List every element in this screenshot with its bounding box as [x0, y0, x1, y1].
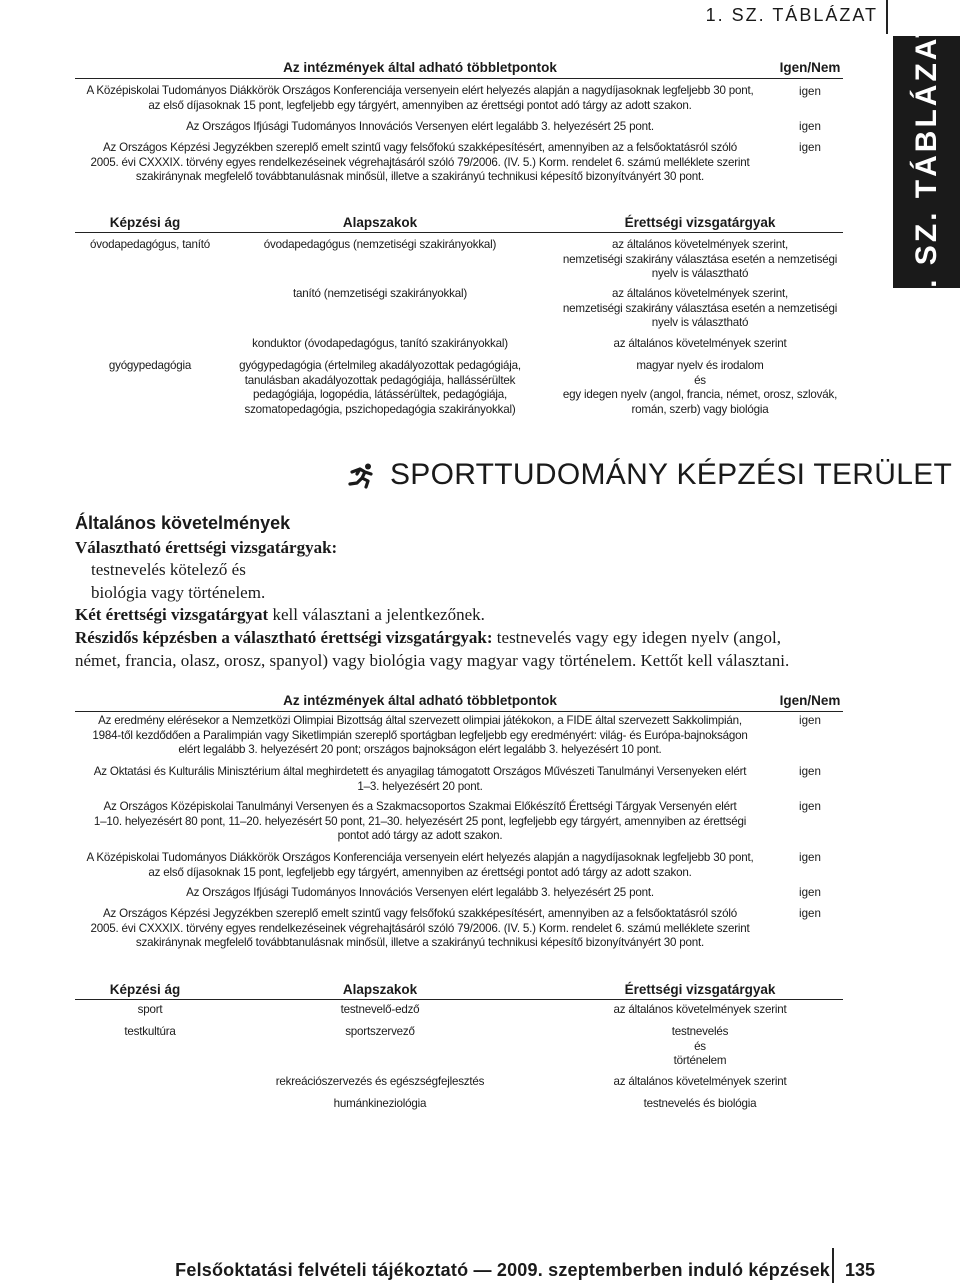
table4-row-4-subjects [540, 1097, 860, 1112]
table1-row-3-value: igen [799, 141, 821, 154]
table2-row-3-major-line-1: konduktor (óvodapedagógus, tanító szakirányokkal) [252, 337, 508, 350]
table1-row-3 [50, 141, 790, 185]
table2-row-4-subjects [540, 359, 860, 417]
table2-row-3-major [235, 337, 525, 352]
side-tab-label: 1. SZ. TÁBLÁZAT [909, 16, 943, 308]
page-number: 135 [845, 1260, 876, 1280]
table1-row-2 [50, 120, 790, 135]
footer-divider [832, 1248, 834, 1283]
table4-row-1-branch: sport [137, 1003, 163, 1016]
table3-row-6-line-3: szakiránynak megfelelő továbbtanulásnak minősül, illetve a szakirányú technikusi képesítő bizonyítványért 30 pont. [135, 936, 705, 949]
table3-row-4-line-2: az első díjasoknak 15 pont, legfeljebb egy tárgyért, amennyiben az érettségi pontot adó tárgy az adott szakon. [148, 865, 692, 879]
table4-row-2-subjects [540, 1025, 860, 1069]
table2-header-subjects: Érettségi vizsgatárgyak [624, 215, 776, 230]
table2-row-3-subjects-line-1: az általános követelmények szerint [613, 337, 787, 350]
table3-row-1-value: igen [799, 714, 821, 727]
table1-row-2-value: igen [799, 120, 821, 133]
table2-row-4-major-line-1: gyógypedagógia (értelmileg akadályozottak pedagógiája, [239, 359, 521, 372]
table2-header-branch: Képzési ág [109, 215, 181, 230]
table2-row-4-subjects-line-1: magyar nyelv és irodalom [636, 359, 764, 372]
table4-row-1-subjects-line-1: az általános követelmények szerint [613, 1003, 787, 1016]
table2-row-2-subjects-line-1: az általános követelmények szerint, [611, 287, 788, 300]
requirements-line-1: testnevelés kötelező és [91, 560, 246, 579]
table4-row-2-subjects-line-1: testnevelés [671, 1025, 729, 1038]
table3-row-3-line-2: 1–10. helyezésért 80 pont, 11–20. helyezésért 50 pont, 21–30. helyezésért 25 pont, legfeljebb egy tárgyért, amennyiben az érettségi [93, 814, 747, 828]
table1-row-1-value: igen [799, 85, 821, 98]
requirements-part-bold: Részidős képzésben a választható érettségi vizsgatárgyak: [75, 628, 493, 647]
table2-row-4-major-line-4: szomatopedagógia, pszichopedagógia szakirányokkal) [244, 402, 516, 416]
table4-row-2-subjects-line-2: és [694, 1039, 706, 1053]
table2-row-2-subjects-line-3: nyelv is választható [651, 316, 749, 329]
table2-row-4-subjects-line-3: egy idegen nyelv (angol, francia, német, orosz, szlovák, [562, 388, 838, 401]
table3-row-5-line-1: Az Országos Ifjúsági Tudományos Innovációs Versenyen elért legalább 3. helyezésért 25 pont. [186, 886, 654, 899]
table3-header-rule [75, 711, 843, 712]
table2-header-majors: Alapszakok [342, 215, 418, 230]
running-figure-icon [346, 463, 376, 496]
page-header [0, 0, 888, 34]
table2-row-4-subjects-line-4: román, szerb) vagy biológia [631, 402, 769, 416]
table1-row-2-line-1: Az Országos Ifjúsági Tudományos Innovációs Versenyen elért legalább 3. helyezésért 25 pont. [186, 120, 654, 133]
table2-row-1-subjects [540, 238, 860, 282]
table2-row-3-subjects [540, 337, 860, 352]
table3-row-2 [50, 765, 790, 794]
table2-row-2-major-line-1: tanító (nemzetiségi szakirányokkal) [292, 287, 468, 300]
table1-row-3-line-2: 2005. évi CXXXIX. törvény egyes rendelkezéseinek végrehajtásáról szóló 79/2006. (IV. 5.) Korm. rendelet 6. számú melléklete szerint [90, 155, 750, 169]
footer-text: Felsőoktatási felvételi tájékoztató — 2009. szeptemberben induló képzések [175, 1260, 830, 1280]
side-tab [893, 16, 960, 308]
table4-header-majors: Alapszakok [342, 982, 418, 997]
table4-header-branch: Képzési ág [109, 982, 181, 997]
table1-header-rule [75, 78, 843, 79]
requirements-part-rest-1: testnevelés vagy egy idegen nyelv (angol, [492, 628, 781, 647]
table4-header-subjects: Érettségi vizsgatárgyak [624, 982, 776, 997]
table4-row-3-subjects [540, 1075, 860, 1090]
table3-row-3 [50, 800, 790, 844]
table3-header-left: Az intézmények által adható többletpontok [283, 693, 557, 708]
table2-row-1-subjects-line-1: az általános követelmények szerint, [611, 238, 788, 251]
table3-row-5 [50, 886, 790, 901]
requirements-line-2: biológia vagy történelem. [91, 583, 266, 602]
table2-row-1-branch: óvodapedagógus, tanító [89, 238, 211, 251]
table1-header-left: Az intézmények által adható többletpontok [283, 60, 557, 75]
table2-row-4-subjects-line-2: és [694, 373, 706, 387]
table3-row-1 [50, 714, 790, 758]
table3-row-6-line-2: 2005. évi CXXXIX. törvény egyes rendelkezéseinek végrehajtásáról szóló 79/2006. (IV. 5.) Korm. rendelet 6. számú melléklete szerint [90, 921, 750, 935]
table4-row-2-major: sportszervező [345, 1025, 415, 1038]
table1-row-3-line-3: szakiránynak megfelelő továbbtanulásnak minősül, illetve a szakirányú technikusi képesítő bizonyítványért 30 pont. [135, 170, 705, 183]
table3-row-2-value: igen [799, 765, 821, 778]
table3-row-6 [50, 907, 790, 951]
table4-row-2-branch: testkultúra [124, 1025, 176, 1038]
table4-row-1-major: testnevelő-edző [340, 1003, 420, 1016]
table2-row-1-major-line-1: óvodapedagógus (nemzetiségi szakirányokkal) [263, 238, 497, 251]
table3-row-2-line-1: Az Oktatási és Kulturális Minisztérium által meghirdetett és anyagilag támogatott Országos Művészeti Tanulmányi Versenyeken elért [93, 765, 747, 778]
table1-row-1-line-2: az első díjasoknak 15 pont, legfeljebb egy tárgyért, amennyiben az érettségi pontot adó tárgy az adott szakon. [148, 98, 692, 112]
table3-row-5-value: igen [799, 886, 821, 899]
table2-row-1-major [235, 238, 525, 253]
requirements-choosable-label: Választható érettségi vizsgatárgyak: [75, 538, 338, 557]
table4-row-1-subjects [540, 1003, 860, 1018]
section-title: SPORTTUDOMÁNY KÉPZÉSI TERÜLET [390, 458, 953, 491]
table3-row-3-line-3: pontot adó tárgy az adott szakon. [337, 829, 503, 842]
table3-row-6-value: igen [799, 907, 821, 920]
table2-row-1-subjects-line-3: nyelv is választható [651, 267, 749, 280]
requirements-two-subjects [75, 604, 485, 625]
requirements-two-bold: Két érettségi vizsgatárgyat [75, 605, 269, 624]
table2-row-4-branch: gyógypedagógia [108, 359, 192, 372]
table4-row-4-major: humánkineziológia [333, 1097, 427, 1110]
table4-row-3-major: rekreációszervezés és egészségfejlesztés [275, 1075, 485, 1088]
table1-row-1-line-1: A Középiskolai Tudományos Diákkörök Országos Konferenciája versenyein elért helyezés alapján a nagydíjasoknak legfeljebb 30 pont, [86, 84, 754, 97]
table2-row-2-subjects-line-2: nemzetiségi szakirány választása esetén a nemzetiségi [562, 301, 838, 315]
requirements-part-time-line-2: német, francia, olasz, orosz, spanyol) vagy biológia vagy magyar vagy történelem. Kettőt kell választani. [75, 651, 790, 670]
table2-row-4-major-line-3: pedagógiája, logopédia, látássérültek, pedagógiája, [252, 388, 508, 401]
requirements-two-rest: kell választani a jelentkezőnek. [268, 605, 485, 624]
table2-header-rule [75, 232, 843, 233]
requirements-heading: Általános követelmények [75, 513, 291, 533]
page-header-title: 1. SZ. TÁBLÁZAT [705, 5, 878, 25]
table4-header-rule [75, 999, 843, 1000]
table3-row-3-line-1: Az Országos Középiskolai Tanulmányi Versenyen és a Szakmacsoportos Szakmai Előkészítő Érettségi Tárgyak Versenyén elért [103, 800, 737, 813]
table3-row-4-line-1: A Középiskolai Tudományos Diákkörök Országos Konferenciája versenyein elért helyezés alapján a nagydíjasoknak legfeljebb 30 pont, [86, 851, 754, 864]
table3-row-4 [50, 851, 790, 880]
table4-row-4-subjects-line-1: testnevelés és biológia [643, 1097, 757, 1110]
table3-row-1-line-1: Az eredmény elérésekor a Nemzetközi Olimpiai Bizottság által szervezett olimpiai játékokon, a FIDE által szervezett Sakkolimpián, [98, 714, 742, 727]
table1-header-right: Igen/Nem [779, 60, 841, 75]
table3-row-6-line-1: Az Országos Képzési Jegyzékben szereplő emelt szintű vagy felsőfokú szakképesítésért, amennyiben az a felsőoktatásról szóló [102, 907, 737, 920]
table3-row-3-value: igen [799, 800, 821, 813]
requirements-part-time [75, 627, 875, 648]
table2-row-1-subjects-line-2: nemzetiségi szakirány választása esetén a nemzetiségi [562, 252, 838, 266]
table4-row-3-subjects-line-1: az általános követelmények szerint [613, 1075, 787, 1088]
table4-row-2-subjects-line-3: történelem [673, 1054, 727, 1067]
page-footer [0, 1248, 960, 1283]
table3-row-4-value: igen [799, 851, 821, 864]
table2-row-2-subjects [540, 287, 860, 331]
table2-row-4-major [220, 359, 540, 417]
table3-row-1-line-3: elért legalább 3. helyezésért 20 pont; országos bajnokságon elért legalább 3. helyezésért 10 pont. [178, 743, 662, 756]
table3-row-2-line-2: 1–3. helyezésért 20 pont. [357, 779, 483, 793]
table2-row-2-major [235, 287, 525, 302]
table3-row-1-line-2: 1984-től kezdődően a Paralimpián vagy Siketlimpián szereplő sportágban legfeljebb egy eredményért: világ- és Európa-bajnokságon [92, 728, 748, 742]
table2-row-4-major-line-2: tanulásban akadályozottak pedagógiája, hallássérültek [244, 373, 516, 387]
table1-row-3-line-1: Az Országos Képzési Jegyzékben szereplő emelt szintű vagy felsőfokú szakképesítésért, amennyiben az a felsőoktatásról szóló [102, 141, 737, 154]
table3-header-right: Igen/Nem [779, 693, 841, 708]
table1-row-1 [50, 84, 790, 113]
